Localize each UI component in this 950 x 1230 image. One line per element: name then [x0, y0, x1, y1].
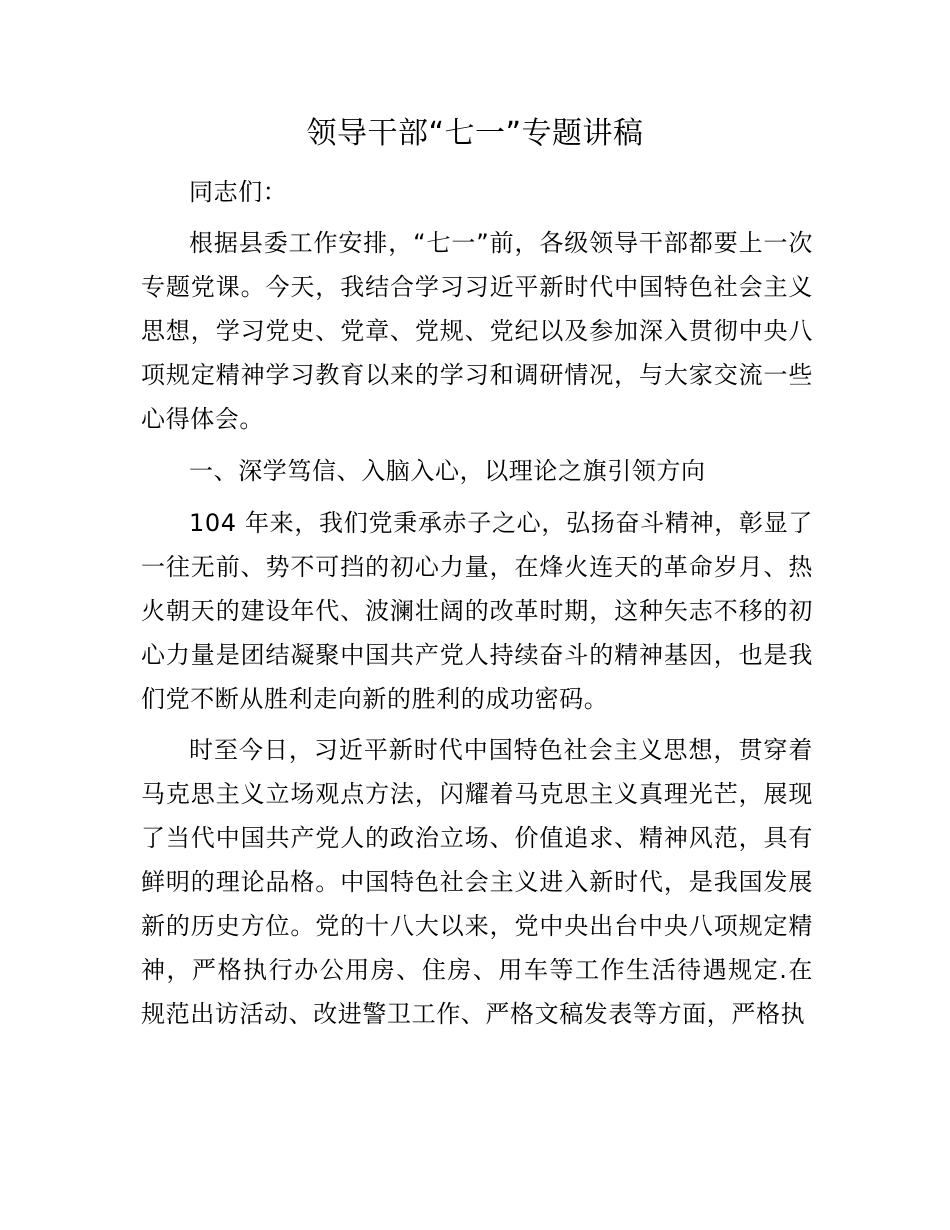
paragraph-intro: 根据县委工作安排，“七一”前，各级领导干部都要上一次专题党课。今天，我结合学习习近平新时代中国特色社会主义思想，学习党史、党章、党规、党纪以及参加深入贯彻中央八项规定精神学习教育以来的学习和调研情况，与大家交流一些心得体会。 — [141, 229, 813, 433]
section-heading: 一、深学笃信、入脑入心，以理论之旗引领方向 — [189, 457, 706, 485]
paragraph-theory: 时至今日，习近平新时代中国特色社会主义思想，贯穿着马克思主义立场观点方法，闪耀着马克思主义真理光芒，展现了当代中国共产党人的政治立场、价值追求、精神风范，具有鲜明的理论品格。中国特色社会主义进入新时代，是我国发展新的历史方位。党的十八大以来，党中央出台中央八项规定精神，严格执行办公用房、住房、用车等工作生活待遇规定.在规范出访活动、改进警卫工作、严格文稿发表等方面，严格执 — [141, 736, 813, 1028]
paragraph-history: 104 年来，我们党秉承赤子之心，弘扬奋斗精神，彰显了一往无前、势不可挡的初心力量，在烽火连天的革命岁月、热火朝天的建设年代、波澜壮阔的改革时期，这种矢志不移的初心力量是团结凝聚中国共产党人持续奋斗的精神基因，也是我们党不断从胜利走向新的胜利的成功密码。 — [141, 509, 813, 713]
greeting: 同志们： — [189, 178, 288, 206]
document-title: 领导干部“七一”专题讲稿 — [306, 116, 644, 151]
